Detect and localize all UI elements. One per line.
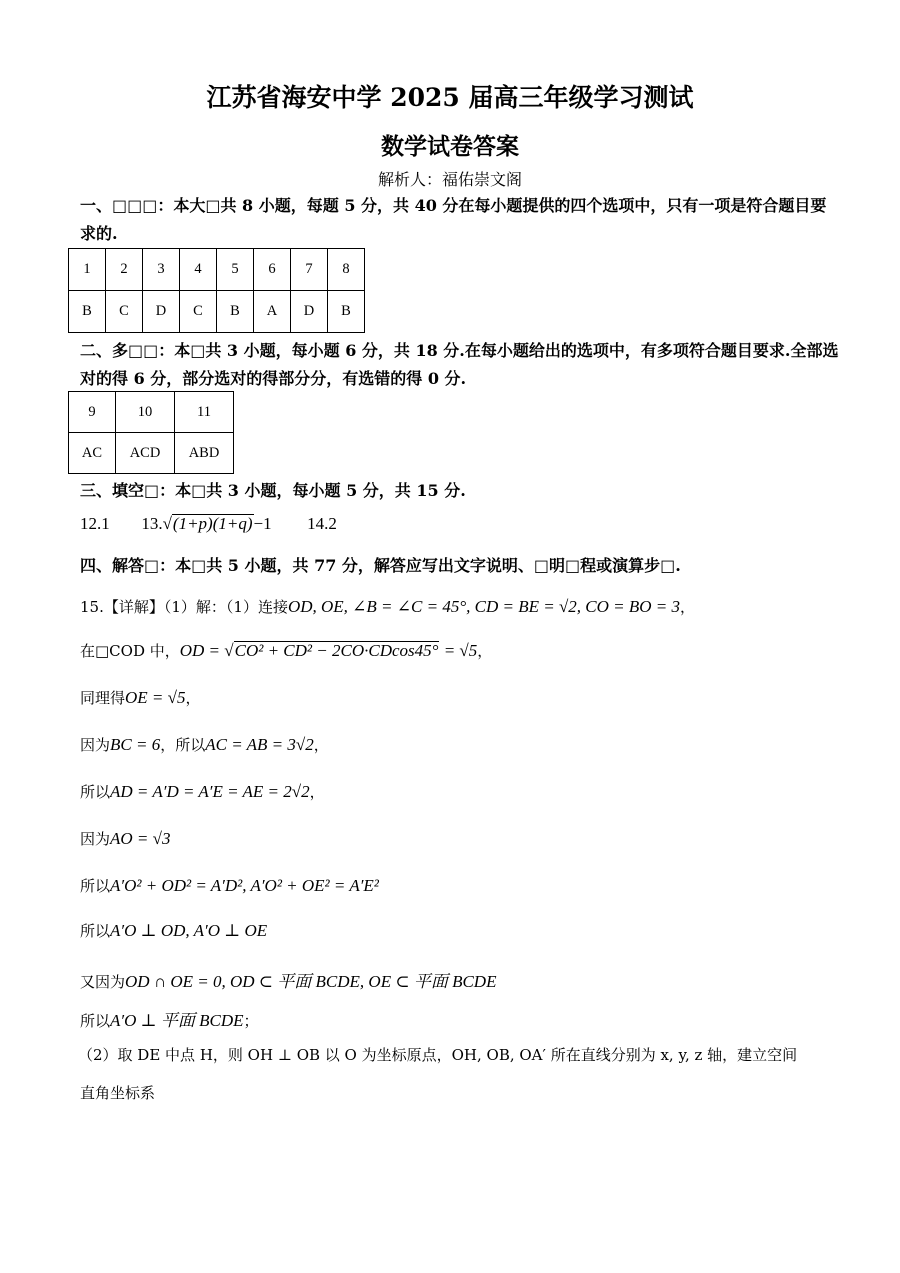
math-expression: OD ∩ OE = 0, OD ⊂ 平面 BCDE, OE ⊂ 平面 BCDE: [125, 972, 497, 991]
table-cell: ACD: [116, 433, 175, 474]
line-text: ；: [243, 1012, 259, 1030]
table-cell: D: [143, 291, 180, 333]
q12-answer: 12.1: [80, 514, 110, 533]
solution-line-9: [80, 967, 496, 992]
solution-line-6: [80, 828, 170, 849]
section2-heading: 二、多□□：本□共 3 小题，每小题 6 分，共 18 分.在每小题给出的选项中，有多项符合题目要求.全部选对的得 6 分，部分选对的得部分分，有选错的得 0 分.: [80, 341, 839, 388]
solution-line-2: 在□COD 中，OD = √CO² + CD² − 2CO·CDcos45° = √5，: [80, 641, 493, 660]
table-cell: 3: [143, 249, 180, 291]
line-text: 因为: [80, 736, 111, 754]
solution-line-11: （2）取 DE 中点 H，则 OH ⊥ OB 以 O 为坐标原点，OH, OB, OA′ 所在直线分别为 x, y, z 轴，建立空间: [78, 1046, 798, 1064]
line-text: 因为: [80, 830, 111, 848]
math-expression: A′O ⊥ OD, A′O ⊥ OE: [110, 921, 268, 940]
line-text: ，: [477, 642, 493, 660]
line-text: ，所以: [160, 736, 206, 754]
math-expression: AD = A′D = A′E = AE = 2√2: [110, 782, 310, 801]
table-cell: 8: [328, 249, 365, 291]
math-expression: OE = √5: [125, 688, 186, 707]
q14-answer: 14.2: [307, 514, 337, 533]
table-cell: C: [106, 291, 143, 333]
table-cell: B: [217, 291, 254, 333]
line-text: ，: [309, 783, 325, 801]
table-cell: 1: [69, 249, 106, 291]
table-cell: 5: [217, 249, 254, 291]
solution-line-5: [80, 781, 325, 802]
section3-heading: 三、填空□：本□共 3 小题，每小题 5 分，共 15 分.: [80, 481, 466, 500]
analyst-credit: 解析人：福佑崇文阁: [377, 170, 522, 189]
math-expression: OD =: [179, 641, 225, 660]
line-text: 又因为: [80, 973, 126, 991]
section4-heading: 四、解答□：本□共 5 小题，共 77 分，解答应写出文字说明、□明□程或演算步□.: [80, 556, 681, 575]
table-cell: 11: [175, 392, 234, 433]
math-expression: A′O ⊥ 平面 BCDE: [110, 1011, 244, 1030]
table-cell: B: [328, 291, 365, 333]
line-text: 所以: [80, 1012, 111, 1030]
section2-answer-table: [68, 391, 234, 474]
section1-heading: 一、□□□：本大□共 8 小题，每题 5 分，共 40 分在每小题提供的四个选项中，只有一项是符合题目要求的.: [80, 196, 827, 243]
math-expression: A′O² + OD² = A′D², A′O² + OE² = A′E²: [110, 876, 379, 895]
math-expression: OD, OE, ∠B = ∠C = 45°, CD = BE = √2, CO = BO = 3: [287, 597, 680, 616]
solution-line-12: 直角坐标系: [80, 1084, 156, 1102]
page-subtitle: 数学试卷答案: [381, 133, 519, 160]
line-text: 所以: [80, 877, 111, 895]
table-cell: A: [254, 291, 291, 333]
q13-label: 13.: [141, 514, 163, 533]
line-text: ，: [313, 736, 329, 754]
q13-tail: −1: [253, 514, 272, 533]
page-title: 江苏省海安中学 2025 届高三年级学习测试: [206, 83, 694, 112]
line-text: ，: [185, 689, 201, 707]
line-text: 在□COD 中，: [80, 642, 180, 660]
q13-radicand: (1+p)(1+q): [172, 514, 253, 533]
table-cell: AC: [69, 433, 116, 474]
section1-answer-table: [68, 248, 365, 333]
line-text: 15.【详解】（1）解：（1）连接: [80, 598, 288, 616]
table-cell: 6: [254, 249, 291, 291]
math-expression: AC = AB = 3√2: [205, 735, 314, 754]
table-cell: D: [291, 291, 328, 333]
table-cell: 2: [106, 249, 143, 291]
solution-line-8: [80, 920, 267, 941]
table-cell: 7: [291, 249, 328, 291]
line-text: 所以: [80, 922, 111, 940]
line-text: 所以: [80, 783, 111, 801]
solution-line-1: [80, 596, 695, 617]
solution-line-7: [80, 875, 379, 896]
solution-line-4: [80, 734, 329, 755]
math-expression: = √5: [439, 641, 478, 660]
table-cell: 10: [116, 392, 175, 433]
line-text: 同理得: [80, 689, 126, 707]
table-cell: B: [69, 291, 106, 333]
math-radicand: CO² + CD² − 2CO·CDcos45°: [234, 641, 439, 660]
table-cell: 9: [69, 392, 116, 433]
solution-line-10: [80, 1006, 259, 1031]
solution-line-3: [80, 687, 201, 708]
table-cell: C: [180, 291, 217, 333]
line-text: ，: [680, 598, 696, 616]
table-cell: ABD: [175, 433, 234, 474]
table-cell: 4: [180, 249, 217, 291]
math-expression: BC = 6: [110, 735, 161, 754]
math-expression: AO = √3: [110, 829, 171, 848]
fill-in-answers: 12.1 13.√(1+p)(1+q)−1 14.2: [80, 514, 337, 533]
